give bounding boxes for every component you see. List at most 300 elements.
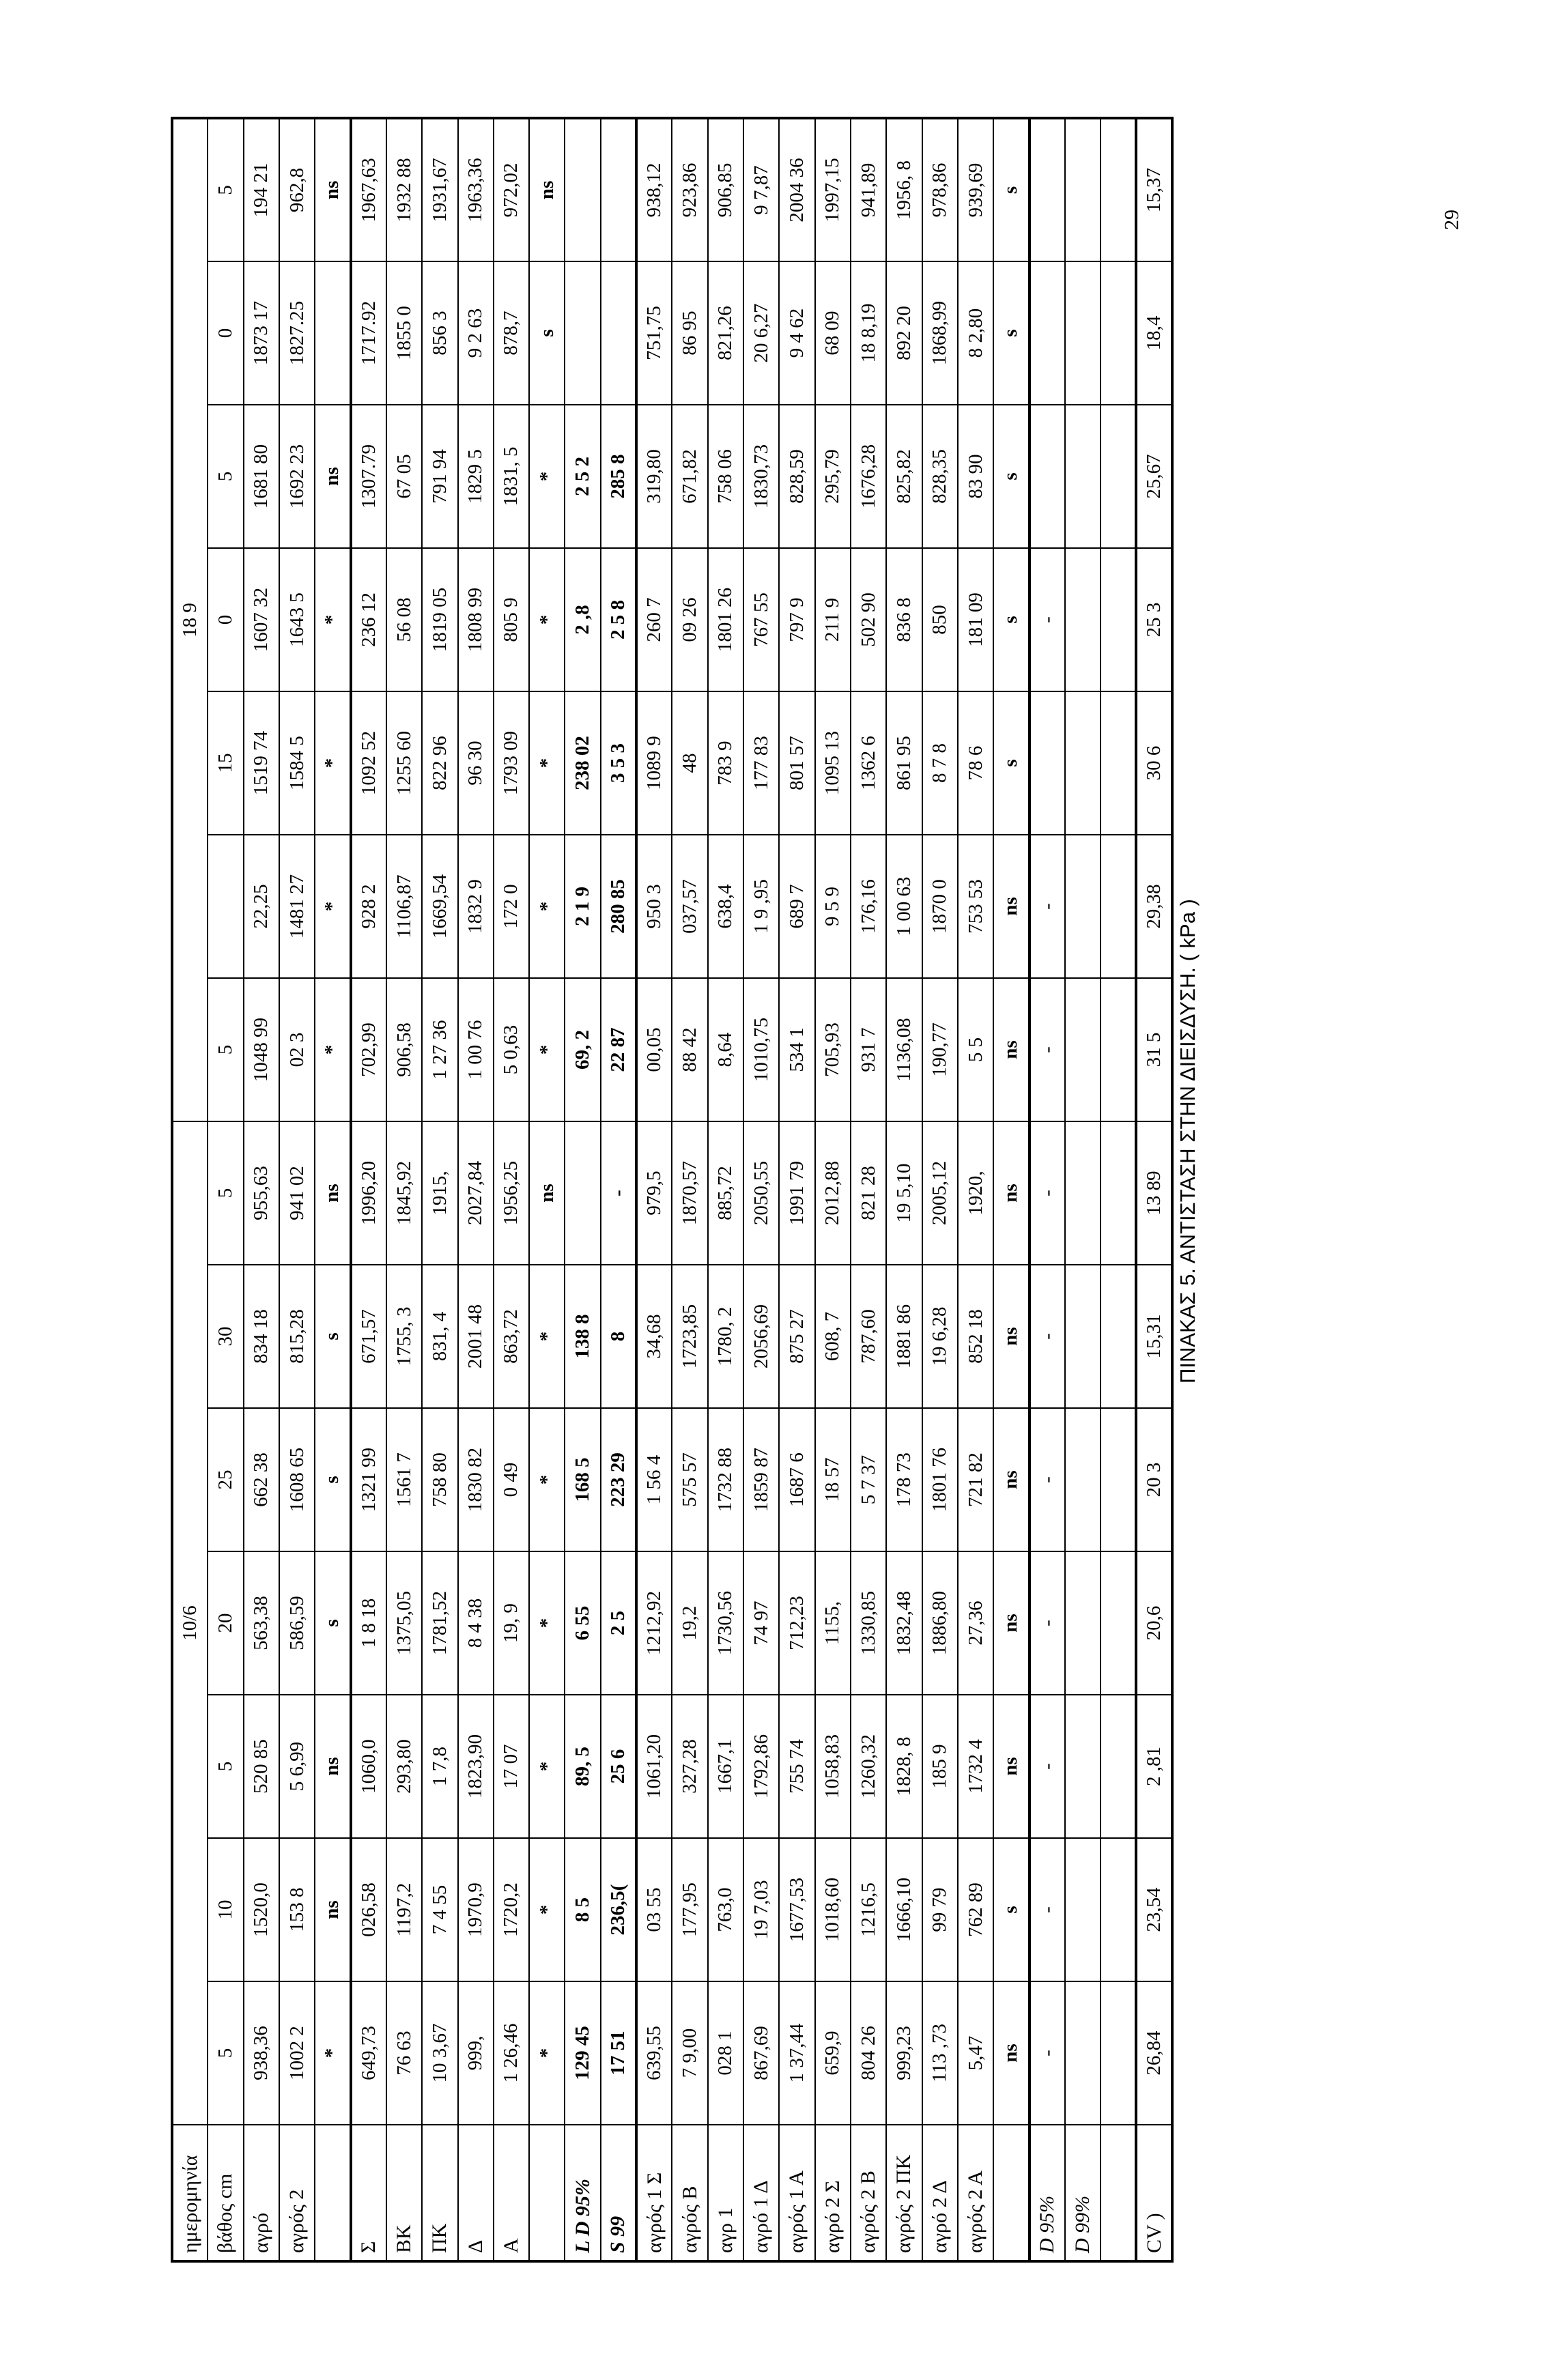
table-cell bbox=[1101, 261, 1136, 405]
table-cell: 1519 74 bbox=[244, 691, 279, 835]
table-cell: 938,36 bbox=[244, 1981, 279, 2125]
table-cell: 712,23 bbox=[779, 1551, 814, 1695]
table-cell: 638,4 bbox=[708, 835, 743, 978]
table-cell: 878,7 bbox=[494, 261, 529, 405]
table-cell: ns bbox=[993, 835, 1029, 978]
table-cell: 586,59 bbox=[279, 1551, 315, 1695]
table-cell: 1561 7 bbox=[386, 1408, 422, 1551]
row-label: αγρός 2 bbox=[279, 2125, 315, 2261]
table-cell: 828,35 bbox=[922, 405, 958, 548]
table-cell: 185 9 bbox=[922, 1695, 958, 1838]
table-cell: 825,82 bbox=[886, 405, 922, 548]
table-cell: * bbox=[315, 835, 350, 978]
table-cell: 1730,56 bbox=[708, 1551, 743, 1695]
table-cell: 2 5 8 bbox=[601, 548, 636, 691]
table-cell: - bbox=[601, 1121, 636, 1265]
table-cell: 758 06 bbox=[708, 405, 743, 548]
table-cell: 2056,69 bbox=[743, 1265, 779, 1408]
table-cell: 502 90 bbox=[851, 548, 886, 691]
table-cell: 563,38 bbox=[244, 1551, 279, 1695]
table-row bbox=[244, 118, 279, 2261]
table-cell: * bbox=[529, 1551, 565, 1695]
table-cell: 1018,60 bbox=[815, 1838, 851, 1981]
table-cell: 836 8 bbox=[886, 548, 922, 691]
row-label: αγρό 2 Δ bbox=[922, 2125, 958, 2261]
table-cell: 639,55 bbox=[636, 1981, 672, 2125]
table-cell: 15,37 bbox=[1136, 118, 1172, 261]
table-cell: 875 27 bbox=[779, 1265, 814, 1408]
row-label: Δ bbox=[458, 2125, 494, 2261]
table-cell: 285 8 bbox=[601, 405, 636, 548]
table-cell: ns bbox=[993, 1695, 1029, 1838]
table-cell: 9 4 62 bbox=[779, 261, 814, 405]
table-cell bbox=[1101, 1551, 1136, 1695]
table-cell: - bbox=[1030, 1121, 1065, 1265]
table-cell bbox=[1065, 1408, 1101, 1551]
depth-header-cell: 30 bbox=[208, 1265, 243, 1408]
table-cell: 828,59 bbox=[779, 405, 814, 548]
table-cell: s bbox=[315, 1408, 350, 1551]
table-cell: 1881 86 bbox=[886, 1265, 922, 1408]
row-label: D 99% bbox=[1065, 2125, 1101, 2261]
table-cell bbox=[1065, 1265, 1101, 1408]
table-cell: 1781,52 bbox=[422, 1551, 457, 1695]
table-cell: 892 20 bbox=[886, 261, 922, 405]
table-cell: 02 3 bbox=[279, 978, 315, 1121]
table-cell: 978,86 bbox=[922, 118, 958, 261]
table-cell: 83 90 bbox=[958, 405, 993, 548]
depth-header-cell: 25 bbox=[208, 1408, 243, 1551]
table-cell: 1 8 18 bbox=[351, 1551, 386, 1695]
table-cell: 1828, 8 bbox=[886, 1695, 922, 1838]
row-label bbox=[1101, 2125, 1136, 2261]
table-cell: 13 89 bbox=[1136, 1121, 1172, 1265]
table-cell: 863,72 bbox=[494, 1265, 529, 1408]
table-cell: 1963,36 bbox=[458, 118, 494, 261]
table-cell bbox=[1101, 1695, 1136, 1838]
table-cell: 1106,87 bbox=[386, 835, 422, 978]
table-cell: 9 7,87 bbox=[743, 118, 779, 261]
table-cell: 1687 6 bbox=[779, 1408, 814, 1551]
table-cell: 177,95 bbox=[672, 1838, 707, 1981]
table-cell: 19,2 bbox=[672, 1551, 707, 1695]
table-cell: 1967,63 bbox=[351, 118, 386, 261]
table-cell bbox=[1030, 261, 1065, 405]
table-cell bbox=[1030, 118, 1065, 261]
table-cell: 236,5( bbox=[601, 1838, 636, 1981]
table-cell: 190,77 bbox=[922, 978, 958, 1121]
table-row bbox=[743, 118, 779, 2261]
table-cell: 1666,10 bbox=[886, 1838, 922, 1981]
table-cell: 1608 65 bbox=[279, 1408, 315, 1551]
table-cell: 25 3 bbox=[1136, 548, 1172, 691]
table-cell: 88 42 bbox=[672, 978, 707, 1121]
table-cell: 0 49 bbox=[494, 1408, 529, 1551]
table-cell: 923,86 bbox=[672, 118, 707, 261]
table-cell: 791 94 bbox=[422, 405, 457, 548]
table-cell bbox=[1101, 1408, 1136, 1551]
table-cell: 172 0 bbox=[494, 835, 529, 978]
table-row bbox=[708, 118, 743, 2261]
table-row bbox=[279, 118, 315, 2261]
table-cell bbox=[1065, 835, 1101, 978]
table-cell: 2 1 9 bbox=[565, 835, 600, 978]
table-cell: 20 6,27 bbox=[743, 261, 779, 405]
table-cell: 1920, bbox=[958, 1121, 993, 1265]
depth-header-cell: 5 bbox=[208, 1981, 243, 2125]
table-cell: 2 5 bbox=[601, 1551, 636, 1695]
table-cell: 758 80 bbox=[422, 1408, 457, 1551]
table-cell: * bbox=[529, 835, 565, 978]
table-cell bbox=[1101, 1838, 1136, 1981]
table-cell: 1732 88 bbox=[708, 1408, 743, 1551]
table-cell: 03 55 bbox=[636, 1838, 672, 1981]
table-cell: 815,28 bbox=[279, 1265, 315, 1408]
table-cell: s bbox=[993, 691, 1029, 835]
table-cell: 3 5 3 bbox=[601, 691, 636, 835]
table-cell: 1584 5 bbox=[279, 691, 315, 835]
table-cell: 8 5 bbox=[565, 1838, 600, 1981]
table-cell: 931 7 bbox=[851, 978, 886, 1121]
table-cell bbox=[1101, 691, 1136, 835]
table-cell: 18,4 bbox=[1136, 261, 1172, 405]
table-cell: 19 5,10 bbox=[886, 1121, 922, 1265]
table-cell: 1991 79 bbox=[779, 1121, 814, 1265]
table-cell: 662 38 bbox=[244, 1408, 279, 1551]
table-cell: 1643 5 bbox=[279, 548, 315, 691]
table-cell bbox=[1101, 835, 1136, 978]
table-row bbox=[315, 118, 350, 2261]
table-cell bbox=[1101, 118, 1136, 261]
depth-header-cell: 10 bbox=[208, 1838, 243, 1981]
table-cell: ns bbox=[315, 118, 350, 261]
table-cell: s bbox=[315, 1265, 350, 1408]
table-cell: 1321 99 bbox=[351, 1408, 386, 1551]
table-cell: 861 95 bbox=[886, 691, 922, 835]
table-cell: 1048 99 bbox=[244, 978, 279, 1121]
table-cell bbox=[315, 261, 350, 405]
table-cell: 1823,90 bbox=[458, 1695, 494, 1838]
table-cell: 852 18 bbox=[958, 1265, 993, 1408]
table-cell: 1970,9 bbox=[458, 1838, 494, 1981]
table-cell bbox=[565, 261, 600, 405]
table-cell: 753 53 bbox=[958, 835, 993, 978]
table-cell: 575 57 bbox=[672, 1408, 707, 1551]
table-cell: 1010,75 bbox=[743, 978, 779, 1121]
table-cell: s bbox=[993, 118, 1029, 261]
table-cell: 1676,28 bbox=[851, 405, 886, 548]
table-row bbox=[672, 118, 707, 2261]
table-cell: 9 5 9 bbox=[815, 835, 851, 978]
table-cell: 941,89 bbox=[851, 118, 886, 261]
table-cell: 2027,84 bbox=[458, 1121, 494, 1265]
row-label: αγρός 2 Α bbox=[958, 2125, 993, 2261]
table-cell: 1 00 63 bbox=[886, 835, 922, 978]
depth-header-cell: 5 bbox=[208, 118, 243, 261]
page-number: 29 bbox=[1440, 210, 1463, 230]
table-cell: 999,23 bbox=[886, 1981, 922, 2125]
table-cell bbox=[1101, 405, 1136, 548]
table-row bbox=[458, 118, 494, 2261]
table-cell: 1832 9 bbox=[458, 835, 494, 978]
table-cell bbox=[601, 118, 636, 261]
depth-header-cell: 5 bbox=[208, 1121, 243, 1265]
table-cell: 1216,5 bbox=[851, 1838, 886, 1981]
table-cell bbox=[1065, 405, 1101, 548]
table-cell: 223 29 bbox=[601, 1408, 636, 1551]
table-cell: * bbox=[529, 691, 565, 835]
table-cell: 1330,85 bbox=[851, 1551, 886, 1695]
date-group-2: 18 9 bbox=[172, 118, 208, 1121]
table-row bbox=[922, 118, 958, 2261]
table-cell: 972,02 bbox=[494, 118, 529, 261]
table-cell bbox=[1065, 548, 1101, 691]
depth-header-cell: 5 bbox=[208, 978, 243, 1121]
table-row bbox=[815, 118, 851, 2261]
table-cell: 8 4 38 bbox=[458, 1551, 494, 1695]
table-cell: 7 9,00 bbox=[672, 1981, 707, 2125]
table-cell: 2005,12 bbox=[922, 1121, 958, 1265]
table-cell: 1092 52 bbox=[351, 691, 386, 835]
table-cell: 1520,0 bbox=[244, 1838, 279, 1981]
table-cell: 1058,83 bbox=[815, 1695, 851, 1838]
table-cell: 78 6 bbox=[958, 691, 993, 835]
table-cell: 649,73 bbox=[351, 1981, 386, 2125]
table-cell: 671,82 bbox=[672, 405, 707, 548]
table-cell: 534 1 bbox=[779, 978, 814, 1121]
table-cell: 7 4 55 bbox=[422, 1838, 457, 1981]
table-cell: 1307.79 bbox=[351, 405, 386, 548]
table-cell: 955,63 bbox=[244, 1121, 279, 1265]
table-cell: 20 3 bbox=[1136, 1408, 1172, 1551]
table-cell: 831, 4 bbox=[422, 1265, 457, 1408]
table-cell: 19, 9 bbox=[494, 1551, 529, 1695]
table-cell: 1 26,46 bbox=[494, 1981, 529, 2125]
row-label: αγρό 2 Σ bbox=[815, 2125, 851, 2261]
depth-label: βάθος cm bbox=[208, 2125, 243, 2261]
table-cell: 99 79 bbox=[922, 1838, 958, 1981]
table-cell: 181 09 bbox=[958, 548, 993, 691]
table-cell: 89, 5 bbox=[565, 1695, 600, 1838]
table-cell: * bbox=[315, 1981, 350, 2125]
table-cell: 295,79 bbox=[815, 405, 851, 548]
table-cell: 1886,80 bbox=[922, 1551, 958, 1695]
table-cell: 2 ,8 bbox=[565, 548, 600, 691]
table-cell: 1255 60 bbox=[386, 691, 422, 835]
depth-header-cell: 0 bbox=[208, 261, 243, 405]
table-cell: 804 26 bbox=[851, 1981, 886, 2125]
table-cell: 689 7 bbox=[779, 835, 814, 978]
table-cell: 1197,2 bbox=[386, 1838, 422, 1981]
table-cell: - bbox=[1030, 978, 1065, 1121]
row-label: L D 95% bbox=[565, 2125, 600, 2261]
table-cell: 939,69 bbox=[958, 118, 993, 261]
row-label: Α bbox=[494, 2125, 529, 2261]
table-cell: 906,58 bbox=[386, 978, 422, 1121]
table-cell: 1819 05 bbox=[422, 548, 457, 691]
table-cell: 1873 17 bbox=[244, 261, 279, 405]
table-cell: 22,25 bbox=[244, 835, 279, 978]
row-label: ΒΚ bbox=[386, 2125, 422, 2261]
table-cell: s bbox=[993, 405, 1029, 548]
table-cell: - bbox=[1030, 1981, 1065, 2125]
table-cell: 941 02 bbox=[279, 1121, 315, 1265]
table-cell: 1089 9 bbox=[636, 691, 672, 835]
table-cell: 96 30 bbox=[458, 691, 494, 835]
table-cell: ns bbox=[993, 1408, 1029, 1551]
table-cell: 6 55 bbox=[565, 1551, 600, 1695]
table-row bbox=[779, 118, 814, 2261]
table-cell: 026,58 bbox=[351, 1838, 386, 1981]
table-cell: 1956,25 bbox=[494, 1121, 529, 1265]
table-cell: ns bbox=[993, 1121, 1029, 1265]
table-row bbox=[386, 118, 422, 2261]
table-cell: 260 7 bbox=[636, 548, 672, 691]
table-cell: - bbox=[1030, 1695, 1065, 1838]
table-cell: 76 63 bbox=[386, 1981, 422, 2125]
table-cell: 1996,20 bbox=[351, 1121, 386, 1265]
table-cell: 1801 76 bbox=[922, 1408, 958, 1551]
table-cell: 608, 7 bbox=[815, 1265, 851, 1408]
row-label: ΠΚ bbox=[422, 2125, 457, 2261]
table-cell: 19 6,28 bbox=[922, 1265, 958, 1408]
table-cell: - bbox=[1030, 548, 1065, 691]
table-cell: * bbox=[529, 548, 565, 691]
table-cell: * bbox=[529, 978, 565, 1121]
table-cell: 1 9 ,95 bbox=[743, 835, 779, 978]
table-cell: - bbox=[1030, 1265, 1065, 1408]
table-cell: 1 37,44 bbox=[779, 1981, 814, 2125]
table-cell: 153 8 bbox=[279, 1838, 315, 1981]
table-cell: 2012,88 bbox=[815, 1121, 851, 1265]
table-cell: 86 95 bbox=[672, 261, 707, 405]
table-cell: * bbox=[529, 1408, 565, 1551]
table-cell bbox=[1101, 548, 1136, 691]
table-cell: 1792,86 bbox=[743, 1695, 779, 1838]
table-cell: 34,68 bbox=[636, 1265, 672, 1408]
table-cell: 821,26 bbox=[708, 261, 743, 405]
table-cell: 29,38 bbox=[1136, 835, 1172, 978]
table-cell: 138 8 bbox=[565, 1265, 600, 1408]
table-cell: 26,84 bbox=[1136, 1981, 1172, 2125]
table-cell bbox=[1101, 1265, 1136, 1408]
table-cell: s bbox=[529, 261, 565, 405]
table-row bbox=[993, 118, 1029, 2261]
table-cell: 1830 82 bbox=[458, 1408, 494, 1551]
table-cell: 293,80 bbox=[386, 1695, 422, 1838]
table-cell: s bbox=[993, 261, 1029, 405]
table-cell bbox=[1030, 405, 1065, 548]
table-cell: 15,31 bbox=[1136, 1265, 1172, 1408]
table-cell: * bbox=[315, 978, 350, 1121]
table-cell: s bbox=[315, 1551, 350, 1695]
table-cell: 1801 26 bbox=[708, 548, 743, 691]
table-cell: 2 5 2 bbox=[565, 405, 600, 548]
table-row bbox=[1065, 118, 1101, 2261]
table-cell: 8 7 8 bbox=[922, 691, 958, 835]
table-cell: 129 45 bbox=[565, 1981, 600, 2125]
row-label: αγρός Β bbox=[672, 2125, 707, 2261]
table-cell: 1859 87 bbox=[743, 1408, 779, 1551]
table-body bbox=[244, 118, 1172, 2261]
table-cell: 928 2 bbox=[351, 835, 386, 978]
table-cell: 5 0,63 bbox=[494, 978, 529, 1121]
depth-header-cell: 15 bbox=[208, 691, 243, 835]
table-cell: 280 85 bbox=[601, 835, 636, 978]
table-cell: 1060,0 bbox=[351, 1695, 386, 1838]
table-cell: 168 5 bbox=[565, 1408, 600, 1551]
table-cell: 856 3 bbox=[422, 261, 457, 405]
table-cell bbox=[1065, 1695, 1101, 1838]
table-cell: - bbox=[1030, 1551, 1065, 1695]
table-cell: 962,8 bbox=[279, 118, 315, 261]
table-cell: 238 02 bbox=[565, 691, 600, 835]
table-cell bbox=[1101, 1981, 1136, 2125]
header-row-dates bbox=[172, 118, 208, 2261]
table-row bbox=[494, 118, 529, 2261]
row-label: Σ bbox=[351, 2125, 386, 2261]
table-cell: 30 6 bbox=[1136, 691, 1172, 835]
table-cell: 1669,54 bbox=[422, 835, 457, 978]
header-row-depths bbox=[208, 118, 243, 2261]
table-cell: 2050,55 bbox=[743, 1121, 779, 1265]
table-cell: 8,64 bbox=[708, 978, 743, 1121]
table-cell bbox=[1065, 1551, 1101, 1695]
row-label: αγρός 2 Β bbox=[851, 2125, 886, 2261]
table-cell: 1827.25 bbox=[279, 261, 315, 405]
table-cell: 783 9 bbox=[708, 691, 743, 835]
row-label: CV ) bbox=[1136, 2125, 1172, 2261]
table-cell: 9 2 63 bbox=[458, 261, 494, 405]
table-cell: 1681 80 bbox=[244, 405, 279, 548]
table-cell: * bbox=[315, 691, 350, 835]
table-cell: 1808 99 bbox=[458, 548, 494, 691]
table-cell: 67 05 bbox=[386, 405, 422, 548]
table-cell: 1362 6 bbox=[851, 691, 886, 835]
table-cell: 885,72 bbox=[708, 1121, 743, 1265]
table-cell: 1692 23 bbox=[279, 405, 315, 548]
table-cell: 56 08 bbox=[386, 548, 422, 691]
depth-header-cell: 0 bbox=[208, 548, 243, 691]
table-cell: 938,12 bbox=[636, 118, 672, 261]
row-label: αγρός 2 ΠΚ bbox=[886, 2125, 922, 2261]
table-cell: 1793 09 bbox=[494, 691, 529, 835]
table-row bbox=[529, 118, 565, 2261]
table-cell: * bbox=[529, 1838, 565, 1981]
table-row bbox=[351, 118, 386, 2261]
table-cell: ns bbox=[529, 1121, 565, 1265]
table-cell: 037,57 bbox=[672, 835, 707, 978]
table-cell: 1780, 2 bbox=[708, 1265, 743, 1408]
table-cell: 27,36 bbox=[958, 1551, 993, 1695]
depth-header-cell: 5 bbox=[208, 405, 243, 548]
table-cell: 801 57 bbox=[779, 691, 814, 835]
table-cell: ns bbox=[993, 978, 1029, 1121]
table-cell: 906,85 bbox=[708, 118, 743, 261]
table-cell bbox=[1030, 691, 1065, 835]
table-cell: 1 00 76 bbox=[458, 978, 494, 1121]
table-cell bbox=[1065, 1838, 1101, 1981]
table-cell: 705,93 bbox=[815, 978, 851, 1121]
table-cell bbox=[1065, 1121, 1101, 1265]
table-cell bbox=[601, 261, 636, 405]
table-row bbox=[958, 118, 993, 2261]
table-cell: 1845,92 bbox=[386, 1121, 422, 1265]
table-cell: 176,16 bbox=[851, 835, 886, 978]
table-row bbox=[851, 118, 886, 2261]
table-cell: 1061,20 bbox=[636, 1695, 672, 1838]
table-cell: 5,47 bbox=[958, 1981, 993, 2125]
